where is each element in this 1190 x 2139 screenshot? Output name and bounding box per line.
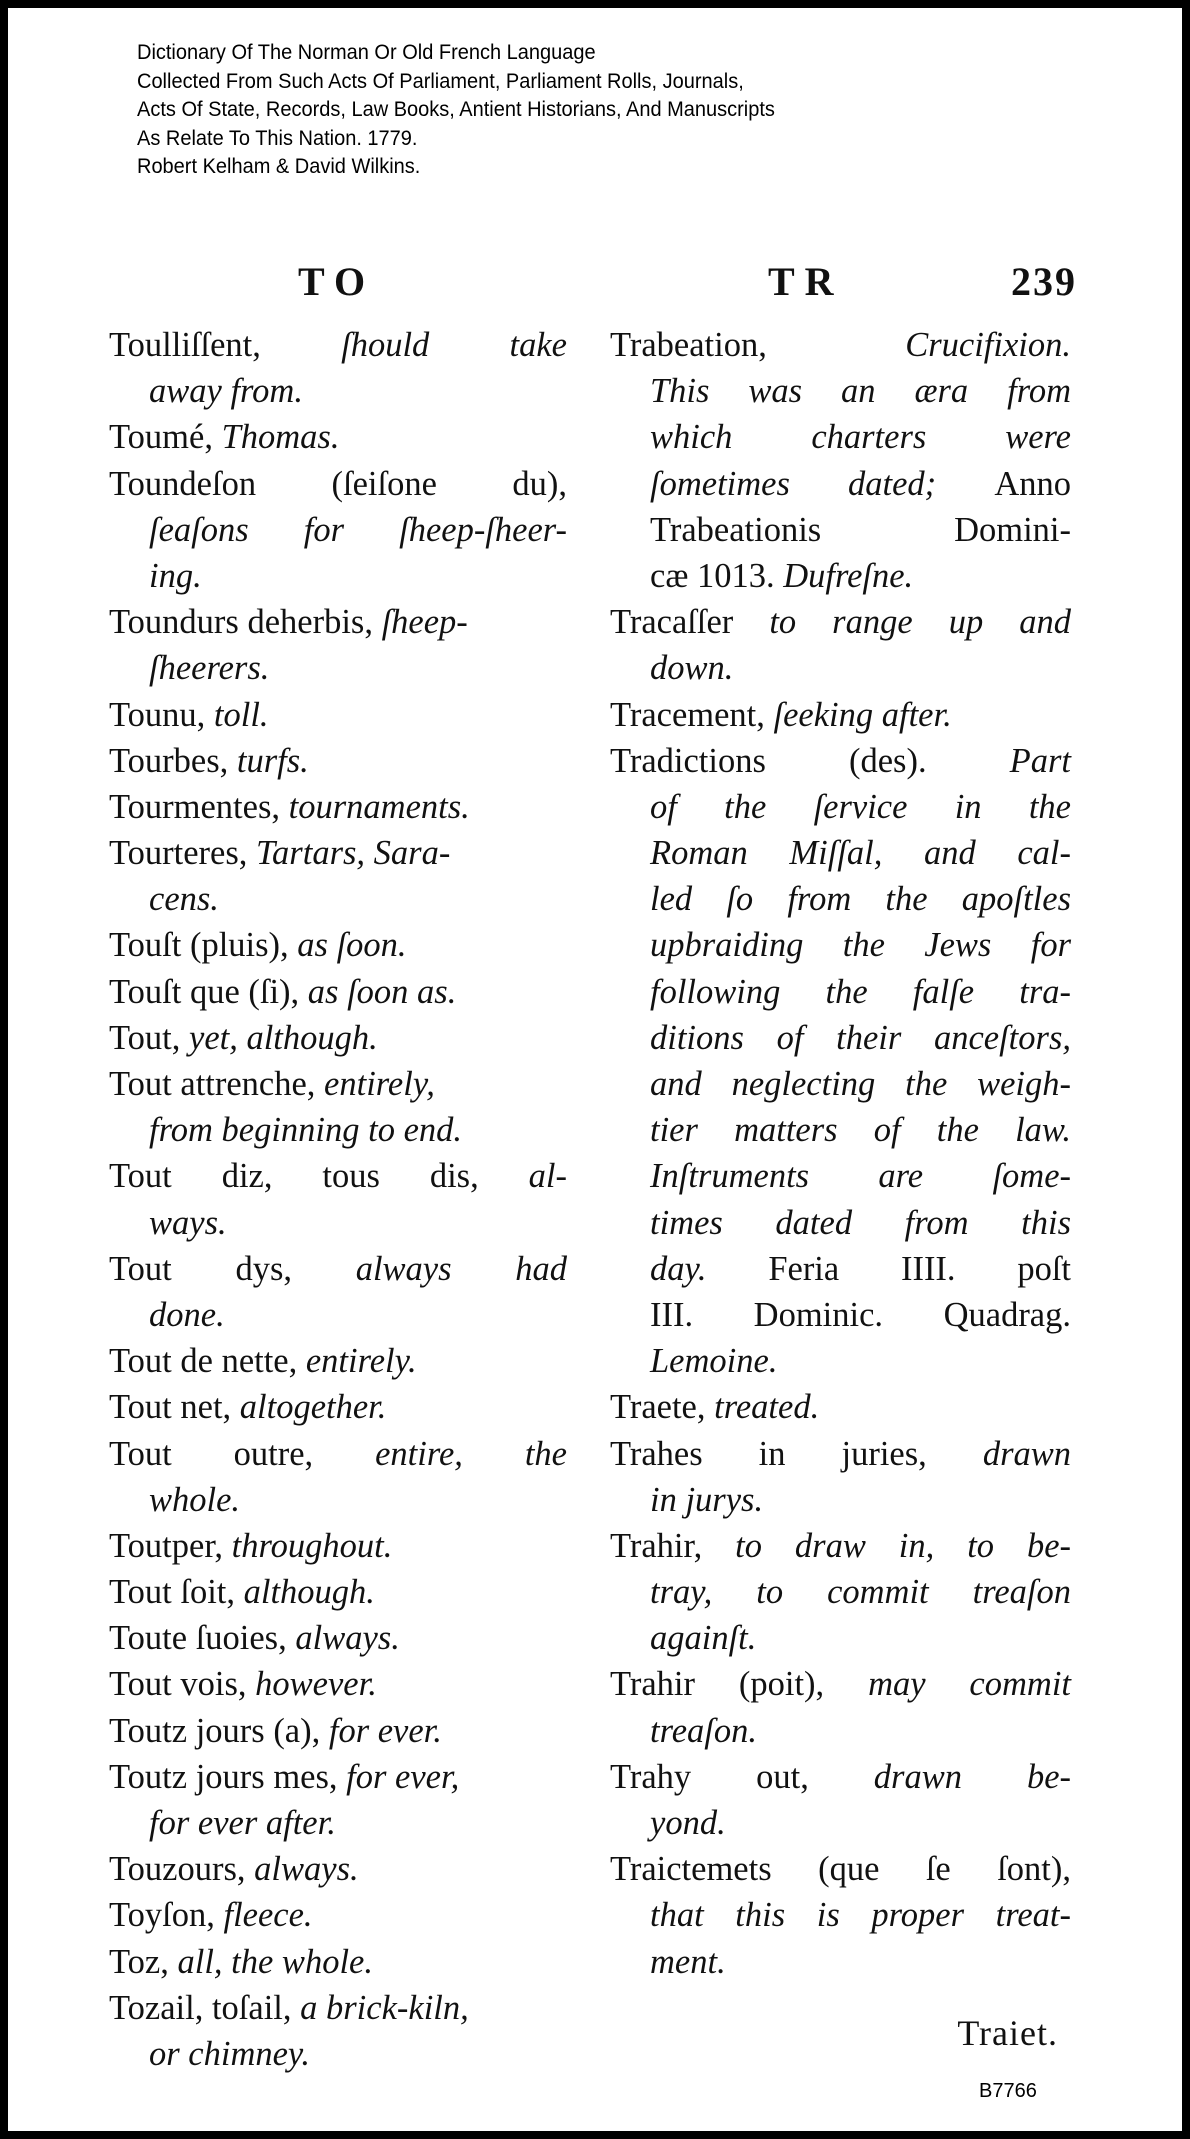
definition-text: or chimney.: [149, 2034, 310, 2073]
headword-text: Tozail, toſail,: [109, 1988, 301, 2027]
running-head-left: TO: [298, 259, 376, 304]
definition-text: ditions of their anceſtors,: [650, 1018, 1071, 1057]
definition-text: treated.: [714, 1388, 820, 1427]
entry-line: [109, 1800, 567, 1846]
headword-text: Tout net,: [109, 1388, 240, 1427]
headword-text: Tout,: [109, 1018, 190, 1057]
entry-line: [109, 1292, 567, 1338]
definition-text: ſhould take: [341, 326, 567, 364]
headword-text: Toundeſon (ſeiſone du),: [109, 464, 567, 503]
definition-text: entirely.: [305, 1342, 417, 1381]
entry-line: [109, 645, 567, 691]
headword-text: Toute ſuoies,: [109, 1619, 296, 1658]
entry-line: [109, 368, 567, 414]
entry-line: [109, 461, 567, 507]
definition-text: ſeaſons for ſheep-ſheer-: [149, 510, 567, 549]
title-block: [137, 38, 775, 181]
definition-text: ſheerers.: [149, 649, 270, 688]
title-line: Acts Of State, Records, Law Books, Antient Historians, And Manuscripts: [137, 97, 775, 121]
definition-text: Tartars, Sara-: [256, 834, 451, 873]
entry-line: [109, 692, 567, 738]
definition-text: as ſoon.: [297, 926, 407, 965]
definition-text: ſometimes dated;: [650, 464, 995, 503]
entry-line: [610, 1892, 1071, 1938]
running-head-right: TR: [768, 259, 844, 304]
entry-line: [109, 1384, 567, 1430]
headword-text: Traictemets (que ſe ſont),: [610, 1850, 1071, 1889]
entry-line: [109, 322, 567, 368]
definition-text: tray, to commit treaſon: [650, 1573, 1071, 1612]
entry-line: [109, 738, 567, 784]
headword-text: Touſt (pluis),: [109, 926, 298, 965]
entry-line: [109, 1477, 567, 1523]
definition-text: ways.: [149, 1203, 227, 1242]
authors-line: Robert Kelham & David Wilkins.: [137, 154, 421, 178]
headword-text: Toutz jours mes,: [109, 1757, 347, 1796]
headword-text: Traete,: [610, 1388, 715, 1427]
definition-text: all, the whole.: [177, 1942, 373, 1981]
definition-text: a brick-kiln,: [300, 1988, 469, 2027]
headword-text: Tracaſſer: [610, 603, 770, 642]
headword-text: III. Dominic. Quadrag.: [650, 1295, 1071, 1334]
entry-line: [109, 1200, 567, 1246]
definition-text: treaſon.: [650, 1711, 758, 1750]
headword-text: cæ 1013.: [650, 556, 784, 595]
definition-text: throughout.: [231, 1526, 393, 1565]
entry-line: [610, 1846, 1071, 1892]
headword-text: Toutz jours (a),: [109, 1711, 329, 1750]
headword-text: Touzours,: [109, 1850, 255, 1889]
entry-line: [610, 1061, 1071, 1107]
headword-text: Tounu,: [109, 695, 214, 734]
headword-text: Tout diz, tous dis,: [109, 1157, 529, 1196]
page-number: 239: [1011, 259, 1077, 304]
definition-text: Lemoine.: [650, 1342, 778, 1381]
entry-line: [610, 1615, 1071, 1661]
definition-text: always.: [295, 1619, 400, 1658]
entry-line: [610, 368, 1071, 414]
definition-text: ſeeking after.: [773, 695, 952, 734]
entry-line: [109, 876, 567, 922]
definition-text: tier matters of the law.: [650, 1111, 1071, 1150]
definition-text: al-: [528, 1157, 567, 1196]
headword-text: Trabeation,: [610, 326, 906, 364]
headword-text: Feria IIII. poſt: [768, 1249, 1071, 1288]
headword-text: Toulliſſent,: [109, 326, 342, 364]
definition-text: Thomas.: [221, 418, 340, 457]
entry-line: [610, 1754, 1071, 1800]
definition-text: fleece.: [223, 1896, 313, 1935]
headword-text: Trahy out,: [610, 1757, 874, 1796]
entry-line: [109, 599, 567, 645]
entry-line: [109, 1615, 567, 1661]
definition-text: upbraiding the Jews for: [650, 926, 1071, 965]
entry-line: [610, 461, 1071, 507]
headword-text: Trahir,: [610, 1526, 736, 1565]
entry-line: [109, 1754, 567, 1800]
definition-text: times dated from this: [650, 1203, 1071, 1242]
headword-text: Tout attrenche,: [109, 1065, 325, 1103]
entry-line: [109, 1708, 567, 1754]
entry-line: [610, 599, 1071, 645]
headword-text: Toyſon,: [109, 1896, 224, 1935]
definition-text: turfs.: [236, 741, 309, 780]
entry-line: [610, 1569, 1071, 1615]
entry-line: [610, 969, 1071, 1015]
definition-text: in jurys.: [650, 1480, 764, 1519]
definition-text: Inſtruments are ſome-: [650, 1157, 1071, 1196]
title-line: As Relate To This Nation. 1779.: [137, 125, 418, 150]
definition-text: Dufreſne.: [783, 556, 914, 595]
definition-text: down.: [650, 649, 734, 688]
headword-text: Toz,: [109, 1942, 178, 1981]
entry-line: [610, 876, 1071, 922]
definition-text: yond.: [650, 1804, 726, 1842]
entry-line: [109, 1523, 567, 1569]
headword-text: Tourbes,: [109, 741, 237, 780]
headword-text: Touſt que (ſi),: [109, 972, 308, 1011]
entry-line: [610, 1431, 1071, 1477]
entry-line: [610, 1015, 1071, 1061]
definition-text: Crucifixion.: [905, 326, 1071, 364]
entry-line: [610, 922, 1071, 968]
definition-text: that this is proper treat-: [650, 1896, 1071, 1935]
definition-text: away from.: [149, 372, 303, 411]
headword-text: Tout de nette,: [109, 1342, 306, 1381]
entry-line: [109, 2031, 567, 2077]
headword-text: Trahes in juries,: [610, 1434, 983, 1473]
definition-text: led ſo from the apoſtles: [650, 880, 1071, 919]
entry-line: [610, 1153, 1071, 1199]
definition-text: however.: [255, 1665, 377, 1704]
entry-line: [109, 507, 567, 553]
entry-line: [109, 1061, 567, 1107]
headword-text: Trahir (poit),: [610, 1665, 869, 1704]
definition-text: day.: [650, 1249, 769, 1288]
entry-line: [610, 1107, 1071, 1153]
definition-text: tournaments.: [288, 787, 470, 826]
entry-line: [109, 1985, 567, 2031]
definition-text: always had: [355, 1249, 567, 1288]
left-column: [109, 322, 567, 2077]
definition-text: although.: [243, 1573, 375, 1612]
definition-text: to draw in, to be-: [735, 1526, 1072, 1565]
entry-line: [610, 414, 1071, 460]
definition-text: Part: [1009, 741, 1071, 780]
definition-text: for ever after.: [149, 1804, 336, 1842]
catchword: Traiet.: [957, 2013, 1058, 2053]
entry-line: [610, 553, 1071, 599]
headword-text: Tout vois,: [109, 1665, 256, 1704]
definition-text: for ever.: [328, 1711, 442, 1750]
entry-line: [610, 1523, 1071, 1569]
entry-line: [109, 969, 567, 1015]
definition-text: ing.: [149, 556, 202, 595]
definition-text: whole.: [149, 1480, 241, 1519]
definition-text: always.: [254, 1850, 359, 1889]
entry-line: [610, 1477, 1071, 1523]
entry-line: [610, 1708, 1071, 1754]
entry-line: [109, 1107, 567, 1153]
headword-text: Toutper,: [109, 1526, 232, 1565]
title-line: Collected From Such Acts Of Parliament, Parliament Rolls, Journals,: [137, 68, 744, 93]
definition-text: which charters were: [650, 418, 1071, 457]
definition-text: and neglecting the weigh-: [650, 1065, 1071, 1103]
right-column: [610, 322, 1071, 1985]
definition-text: from beginning to end.: [149, 1111, 463, 1150]
entry-line: [610, 1800, 1071, 1846]
headword-text: Tracement,: [610, 695, 774, 734]
entry-line: [610, 1338, 1071, 1384]
definition-text: ment.: [650, 1942, 726, 1981]
definition-text: may commit: [868, 1665, 1071, 1704]
headword-text: Toumé,: [109, 418, 222, 457]
definition-text: to range up and: [769, 603, 1072, 642]
definition-text: toll.: [213, 695, 269, 734]
headword-text: Tourmentes,: [109, 787, 289, 826]
entry-line: [109, 784, 567, 830]
entry-line: [109, 1939, 567, 1985]
headword-text: Anno: [994, 464, 1071, 503]
entry-line: [109, 1661, 567, 1707]
definition-text: of the ſervice in the: [650, 787, 1071, 826]
headword-text: Toundurs deherbis,: [109, 603, 382, 642]
entry-line: [610, 322, 1071, 368]
headword-text: Tout outre,: [109, 1434, 376, 1473]
title-line: Dictionary Of The Norman Or Old French Language: [137, 40, 596, 64]
definition-text: cens.: [149, 880, 219, 919]
entry-line: [610, 645, 1071, 691]
entry-line: [610, 1292, 1071, 1338]
definition-text: againſt.: [650, 1619, 757, 1658]
entry-line: [610, 507, 1071, 553]
headword-text: Tout dys,: [109, 1249, 356, 1288]
definition-text: for ever,: [346, 1757, 460, 1796]
dictionary-page: [8, 8, 1182, 2131]
headword-text: Tout ſoit,: [109, 1573, 244, 1612]
entry-line: [109, 922, 567, 968]
entry-line: [109, 1846, 567, 1892]
headword-text: Tradictions (des).: [610, 741, 1010, 780]
entry-line: [109, 1431, 567, 1477]
definition-text: yet, although.: [189, 1018, 378, 1057]
definition-text: following the falſe tra-: [650, 972, 1071, 1011]
headword-text: Tourteres,: [109, 834, 257, 873]
definition-text: done.: [149, 1295, 225, 1334]
entry-line: [109, 1338, 567, 1384]
entry-line: [610, 784, 1071, 830]
definition-text: This was an æra from: [650, 372, 1071, 411]
headword-text: Trabeationis Domini-: [650, 510, 1071, 549]
entry-line: [610, 692, 1071, 738]
entry-line: [610, 1200, 1071, 1246]
definition-text: entire, the: [375, 1434, 567, 1473]
definition-text: drawn: [982, 1434, 1071, 1473]
entry-line: [610, 830, 1071, 876]
definition-text: entirely,: [324, 1065, 435, 1103]
entry-line: [109, 1153, 567, 1199]
entry-line: [109, 830, 567, 876]
entry-line: [109, 553, 567, 599]
entry-line: [610, 1661, 1071, 1707]
entry-line: [109, 414, 567, 460]
entry-line: [109, 1569, 567, 1615]
entry-line: [610, 1939, 1071, 1985]
definition-text: altogether.: [239, 1388, 387, 1427]
definition-text: Roman Miſſal, and cal-: [650, 834, 1071, 873]
definition-text: ſheep-: [381, 603, 468, 642]
entry-line: [109, 1246, 567, 1292]
definition-text: drawn be-: [873, 1757, 1071, 1796]
library-code: B7766: [979, 2080, 1037, 2102]
entry-line: [109, 1015, 567, 1061]
entry-line: [610, 1246, 1071, 1292]
definition-text: as ſoon as.: [307, 972, 457, 1011]
entry-line: [109, 1892, 567, 1938]
entry-line: [610, 738, 1071, 784]
entry-line: [610, 1384, 1071, 1430]
